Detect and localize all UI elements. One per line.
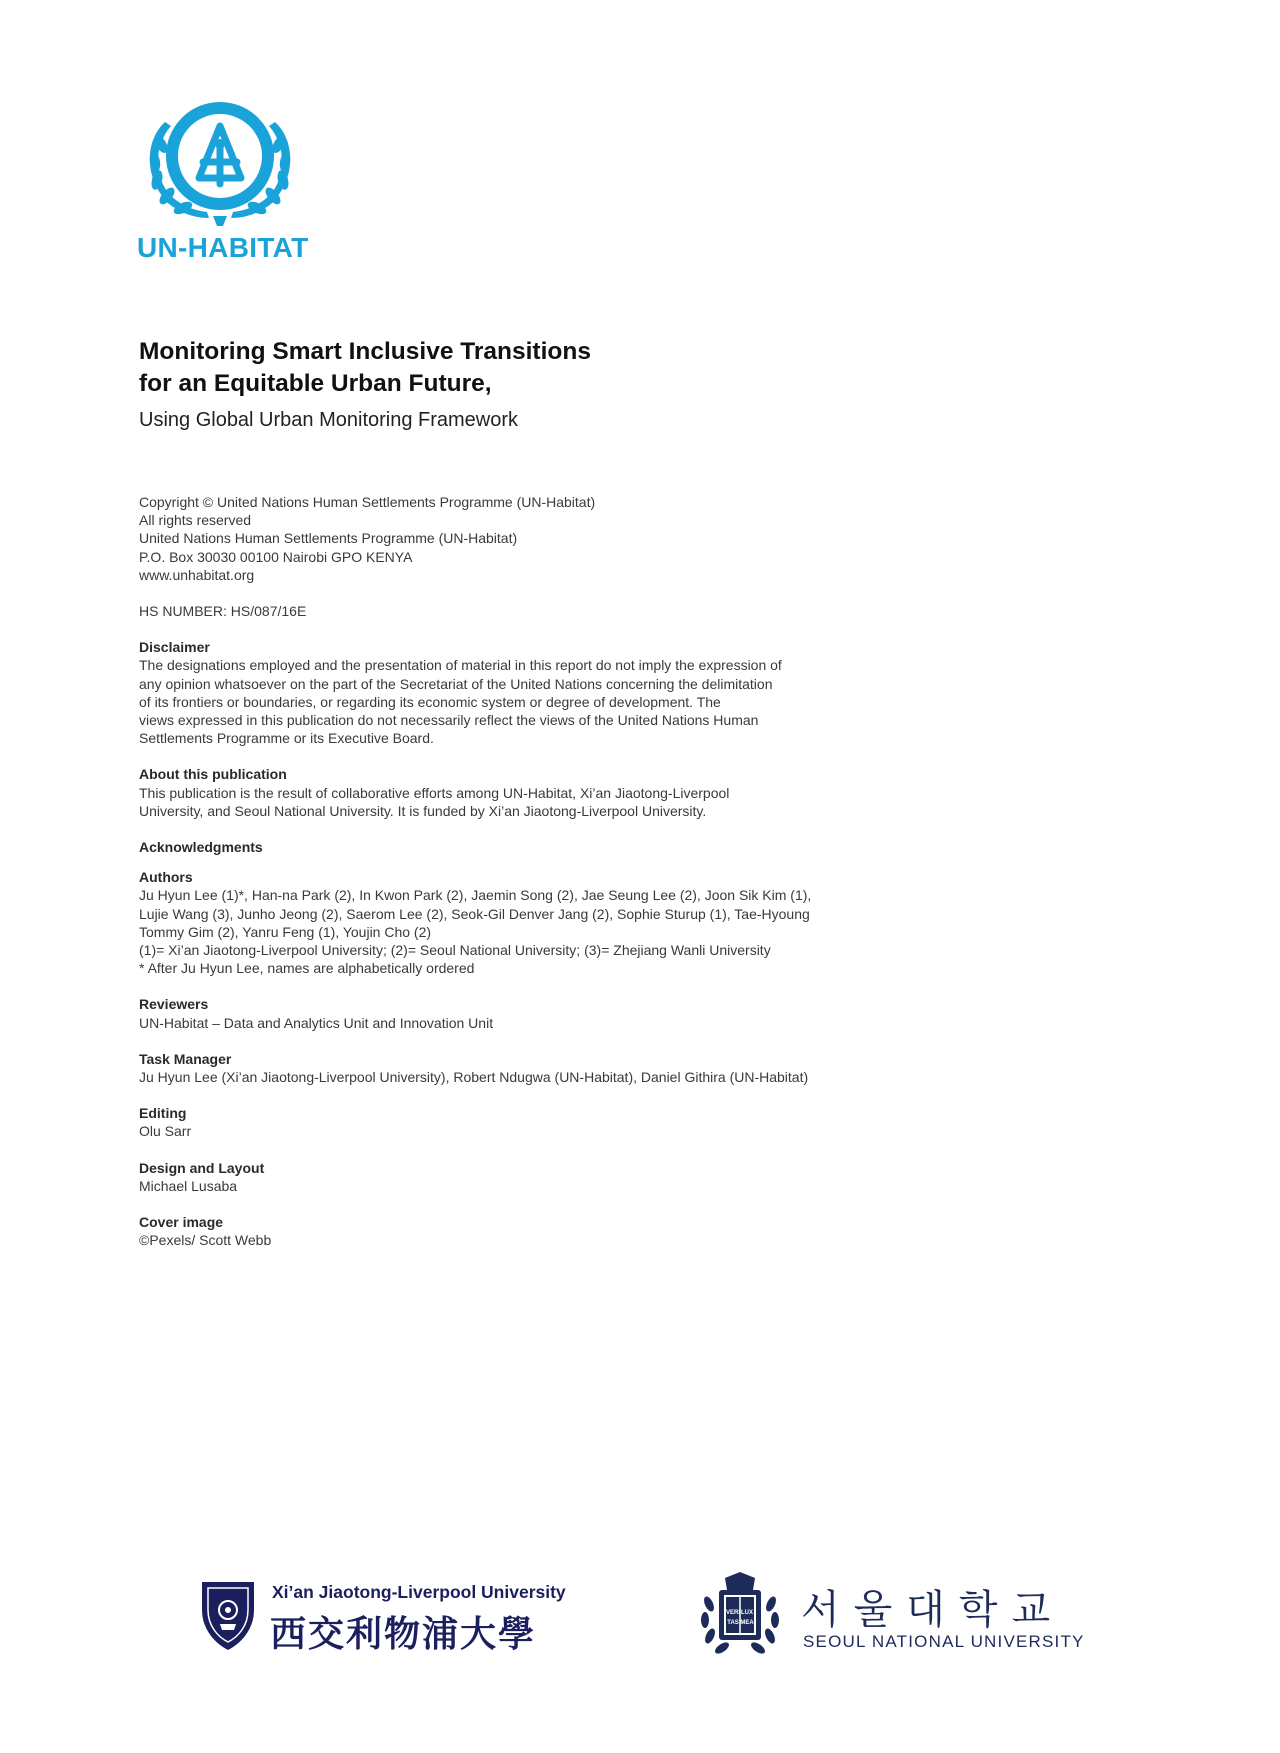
- xjtlu-name-cn: 西交利物浦大學: [270, 1613, 537, 1655]
- design-text: Michael Lusaba: [139, 1177, 238, 1194]
- svg-text:VERI: VERI: [725, 1610, 741, 1616]
- snu-name-kr: 서울대학교: [801, 1587, 1065, 1633]
- about-line: This publication is the result of collaborative efforts among UN-Habitat, Xi’an Jiaotong-Liverpool: [139, 784, 730, 801]
- svg-text:TAS: TAS: [727, 1620, 739, 1626]
- disclaimer-section: [139, 638, 899, 747]
- authors-section: [139, 868, 899, 977]
- disclaimer-line: of its frontiers or boundaries, or regarding its economic system or degree of development. The: [139, 693, 721, 710]
- un-habitat-wordmark: UN-HABITAT: [137, 232, 309, 263]
- authors-note: * After Ju Hyun Lee, names are alphabetically ordered: [139, 960, 475, 977]
- un-habitat-logo: [135, 100, 309, 270]
- about-heading: About this publication: [139, 766, 287, 783]
- acknowledgments-heading: Acknowledgments: [139, 839, 263, 856]
- cover-image-heading: Cover image: [139, 1214, 224, 1231]
- disclaimer-line: views expressed in this publication do not necessarily reflect the views of the United Nations Human: [139, 712, 759, 729]
- disclaimer-line: any opinion whatsoever on the part of the Secretariat of the United Nations concerning the delimitation: [139, 675, 773, 692]
- disclaimer-heading: Disclaimer: [139, 639, 210, 656]
- snu-name-en: SEOUL NATIONAL UNIVERSITY: [803, 1632, 1085, 1651]
- editing-heading: Editing: [139, 1105, 187, 1122]
- xjtlu-name-en: Xi’an Jiaotong-Liverpool University: [272, 1582, 566, 1602]
- hs-number: HS NUMBER: HS/087/16E: [139, 603, 307, 620]
- about-section: [139, 765, 899, 820]
- cover-image-credit: ©Pexels/ Scott Webb: [139, 1232, 272, 1249]
- reviewers-section: [139, 995, 899, 1031]
- un-habitat-emblem-icon: [135, 100, 305, 230]
- xjtlu-logo: [200, 1580, 600, 1655]
- design-heading: Design and Layout: [139, 1159, 265, 1176]
- design-section: [139, 1159, 899, 1195]
- affiliations-line: (1)= Xi’an Jiaotong-Liverpool University; (2)= Seoul National University; (3)= Zhejiang Wanli University: [139, 942, 771, 959]
- svg-text:MEA: MEA: [740, 1620, 754, 1626]
- authors-line: Lujie Wang (3), Junho Jeong (2), Saerom Lee (2), Seok-Gil Denver Jang (2), Sophie Sturup (1), Tae-Hyoung: [139, 905, 810, 922]
- snu-crest-icon: [695, 1570, 785, 1660]
- authors-heading: Authors: [139, 869, 193, 886]
- disclaimer-line: The designations employed and the presentation of material in this report do not imply the expression of: [139, 657, 782, 674]
- reviewers-heading: Reviewers: [139, 996, 209, 1013]
- snu-logo: [695, 1570, 1115, 1660]
- front-matter-text: [139, 493, 899, 1250]
- page-title-line1: Monitoring Smart Inclusive Transitions: [139, 338, 591, 365]
- copyright-block: [139, 493, 899, 584]
- editing-section: [139, 1104, 899, 1140]
- svg-text:LUX: LUX: [741, 1610, 753, 1616]
- copyright-line: Copyright © United Nations Human Settlements Programme (UN-Habitat): [139, 494, 596, 510]
- task-manager-section: [139, 1050, 899, 1086]
- partner-logos: [0, 1570, 1280, 1680]
- about-line: University, and Seoul National University. It is funded by Xi’an Jiaotong-Liverpool University.: [139, 802, 707, 819]
- disclaimer-line: Settlements Programme or its Executive Board.: [139, 730, 434, 747]
- reviewers-text: UN-Habitat – Data and Analytics Unit and Innovation Unit: [139, 1014, 494, 1031]
- editing-text: Olu Sarr: [139, 1123, 192, 1140]
- authors-line: Tommy Gim (2), Yanru Feng (1), Youjin Cho (2): [139, 923, 432, 940]
- page-subtitle: Using Global Urban Monitoring Framework: [139, 409, 519, 431]
- task-manager-text: Ju Hyun Lee (Xi’an Jiaotong-Liverpool University), Robert Ndugwa (UN-Habitat), Daniel Githira (UN-Habitat): [139, 1069, 809, 1086]
- authors-line: Ju Hyun Lee (1)*, Han-na Park (2), In Kwon Park (2), Jaemin Song (2), Jae Seung Lee (2), Joon Sik Kim (1),: [139, 887, 812, 904]
- xjtlu-shield-icon: [200, 1580, 256, 1652]
- publisher-line: United Nations Human Settlements Programme (UN-Habitat): [139, 530, 518, 547]
- page-title-line2: for an Equitable Urban Future,: [139, 370, 492, 397]
- rights-line: All rights reserved: [139, 512, 252, 529]
- address-line: P.O. Box 30030 00100 Nairobi GPO KENYA: [139, 548, 413, 565]
- website-line: www.unhabitat.org: [139, 566, 255, 583]
- title-block: [139, 336, 839, 435]
- cover-image-section: [139, 1213, 899, 1249]
- task-manager-heading: Task Manager: [139, 1050, 232, 1067]
